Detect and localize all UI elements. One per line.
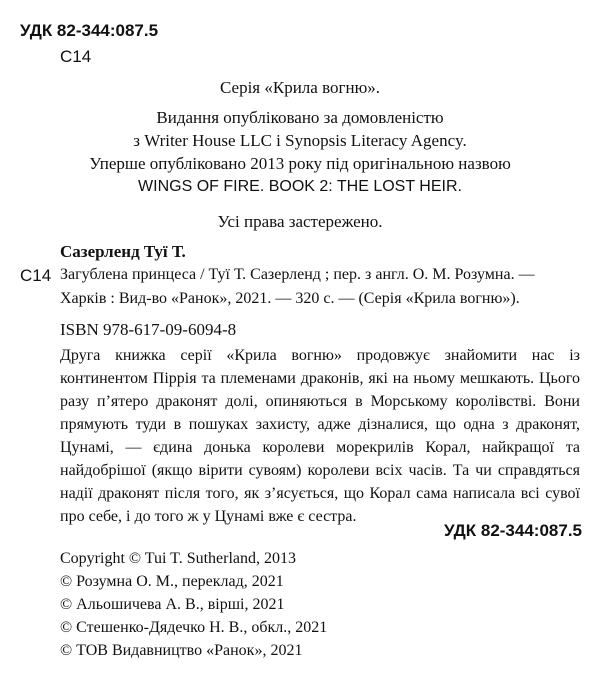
- book-abstract: Друга книжка серії «Крила вогню» продовжує знайомити нас із континентом Піррія та племенами драконів, які на ньому мешкають. Цього разу п’ятеро драконят долі, опиняються в Морському королівстві. Вони прямують туди в пошуках захисту, адже дізналися, що одна з драконят, Цунамі, — єдина донька королеви морекрилів Корал, найкращої та найдобрішої (якщо вірити сувоям) королеви всіх часів. Та чи справдяться надії драконят після того, як з’ясується, що Корал сама написала всі сувої про себе, і до того ж у Цунамі вже є сестра.: [60, 347, 580, 525]
- copyright-line: © Розумна О. М., переклад, 2021: [60, 573, 284, 590]
- copyright-line: Copyright © Tui T. Sutherland, 2013: [60, 550, 297, 567]
- series-line: Серія «Крила вогню».: [219, 78, 381, 97]
- isbn: ISBN 978-617-09-6094-8: [60, 320, 237, 339]
- copyright-line: © Альошичева А. В., вірші, 2021: [60, 596, 285, 613]
- copyright-line: © Стешенко-Дядечко Н. В., обкл., 2021: [60, 619, 328, 636]
- catalog-author-mark: С14: [20, 266, 52, 285]
- udk-code-top: УДК 82-344:087.5: [20, 21, 159, 40]
- publication-note-line: з Writer House LLC і Synopsis Literacy Agency.: [133, 131, 467, 150]
- copyright-line: © ТОВ Видавництво «Ранок», 2021: [60, 642, 303, 659]
- author-mark-top: С14: [60, 47, 92, 66]
- rights-statement: Усі права застережено.: [217, 212, 383, 231]
- publication-note-line: Уперше опубліковано 2013 року під оригінальною назвою: [89, 154, 511, 173]
- publication-note-line: Видання опубліковано за домовленістю: [156, 108, 444, 127]
- original-title: WINGS OF FIRE. BOOK 2: THE LOST HEIR.: [138, 178, 462, 195]
- catalog-title-line: Загублена принцеса / Туї Т. Сазерленд ; пер. з англ. О. М. Розумна. —: [60, 266, 535, 283]
- catalog-author: Сазерленд Туї Т.: [60, 242, 186, 261]
- udk-code-bottom: УДК 82-344:087.5: [443, 521, 582, 540]
- catalog-imprint-line: Харків : Вид-во «Ранок», 2021. — 320 с. — (Серія «Крила вогню»).: [60, 290, 520, 307]
